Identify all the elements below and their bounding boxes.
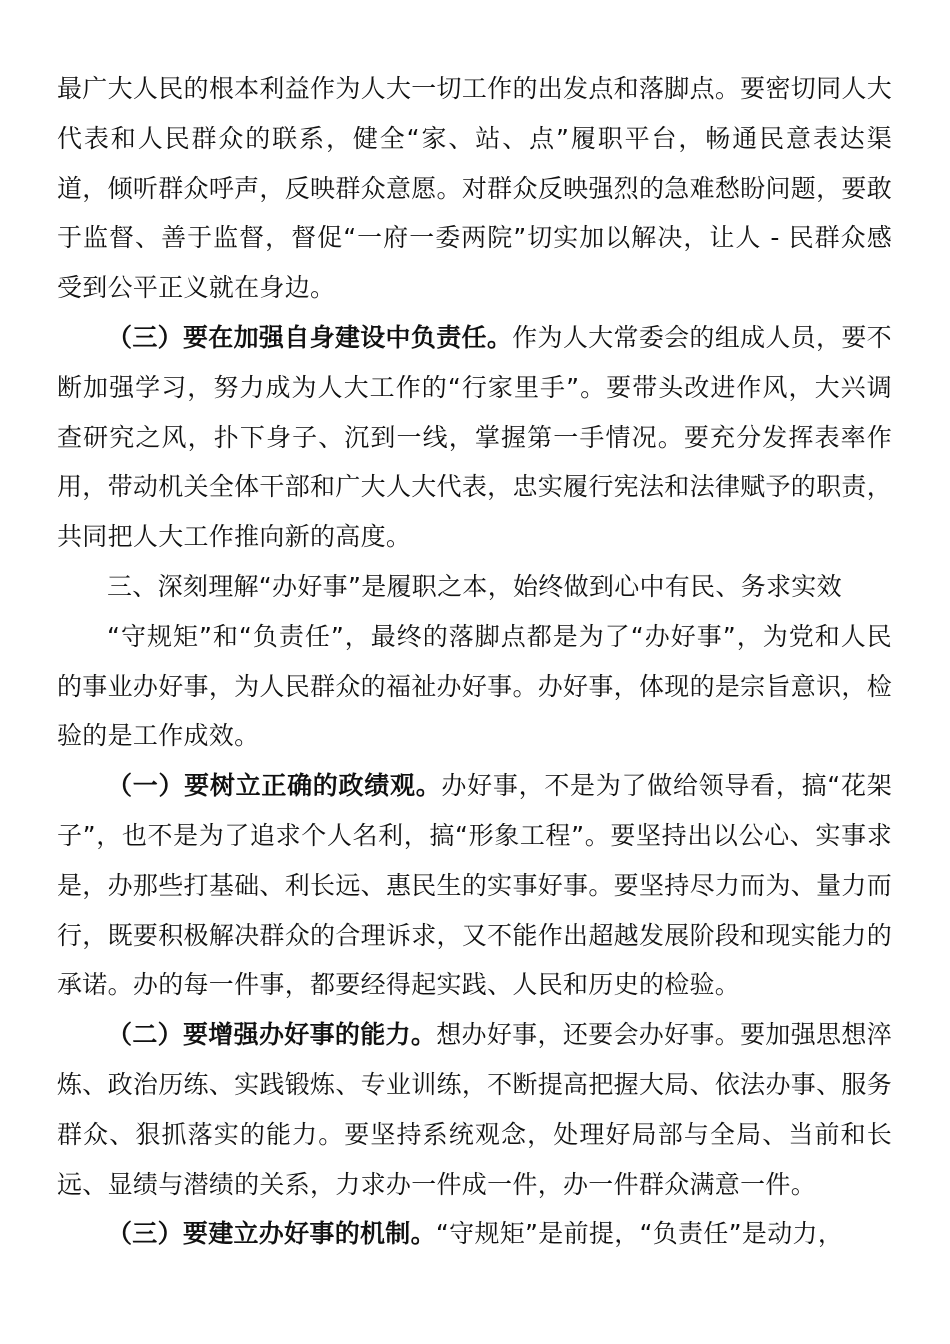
paragraph-text: “守规矩”和“负责任”，最终的落脚点都是为了“办好事”，为党和人民的事业办好事，为人民群众的福祉办好事。办好事，体现的是宗旨意识，检验的是工作成效。 [57,621,892,751]
document-body [57,64,892,1259]
subsection-paragraph [57,313,892,562]
paragraph-continuation [57,64,892,313]
subsection-heading: （三）要建立办好事的机制。 [107,1219,436,1249]
paragraph-text: “守规矩”是前提，“负责任”是动力， [435,1219,844,1249]
subsection-paragraph [57,1209,892,1259]
section-heading-text: 三、深刻理解“办好事”是履职之本，始终做到心中有民、务求实效 [107,571,842,601]
section-heading [57,562,892,612]
subsection-heading: （二）要增强办好事的能力。 [107,1020,437,1050]
paragraph-text: 想办好事，还要会办好事。要加强思想淬炼、政治历练、实践锻炼、专业训练，不断提高把握大局、依法办事、服务群众、狠抓落实的能力。要坚持系统观念，处理好局部与全局、当前和长远、显绩与潜绩的关系，力求办一件成一件，办一件群众满意一件。 [57,1020,892,1199]
subsection-paragraph [57,761,892,1010]
paragraph-text: 作为人大常委会的组成人员，要不断加强学习，努力成为人大工作的“行家里手”。要带头改进作风，大兴调查研究之风，扑下身子、沉到一线，掌握第一手情况。要充分发挥表率作用，带动机关全体干部和广大人大代表，忠实履行宪法和法律赋予的职责，共同把人大工作推向新的高度。 [57,322,892,552]
subsection-heading: （三）要在加强自身建设中负责任。 [107,322,513,352]
paragraph-text: 办好事，不是为了做给领导看，搞“花架子”，也不是为了追求个人名利，搞“形象工程”。要坚持出以公心、实事求是，办那些打基础、利长远、惠民生的实事好事。要坚持尽力而为、量力而行，既要积极解决群众的合理诉求，又不能作出超越发展阶段和现实能力的承诺。办的每一件事，都要经得起实践、人民和历史的检验。 [57,771,892,1000]
subsection-paragraph [57,1010,892,1209]
body-paragraph [57,612,892,761]
subsection-heading: （一）要树立正确的政绩观。 [107,771,442,801]
paragraph-text: 最广大人民的根本利益作为人大一切工作的出发点和落脚点。要密切同人大代表和人民群众的联系，健全“家、站、点”履职平台，畅通民意表达渠道，倾听群众呼声，反映群众意愿。对群众反映强烈的急难愁盼问题，要敢于监督、善于监督，督促“一府一委两院”切实加以解决，让人 - 民群众感受到公平正义就在身边。 [57,74,892,303]
